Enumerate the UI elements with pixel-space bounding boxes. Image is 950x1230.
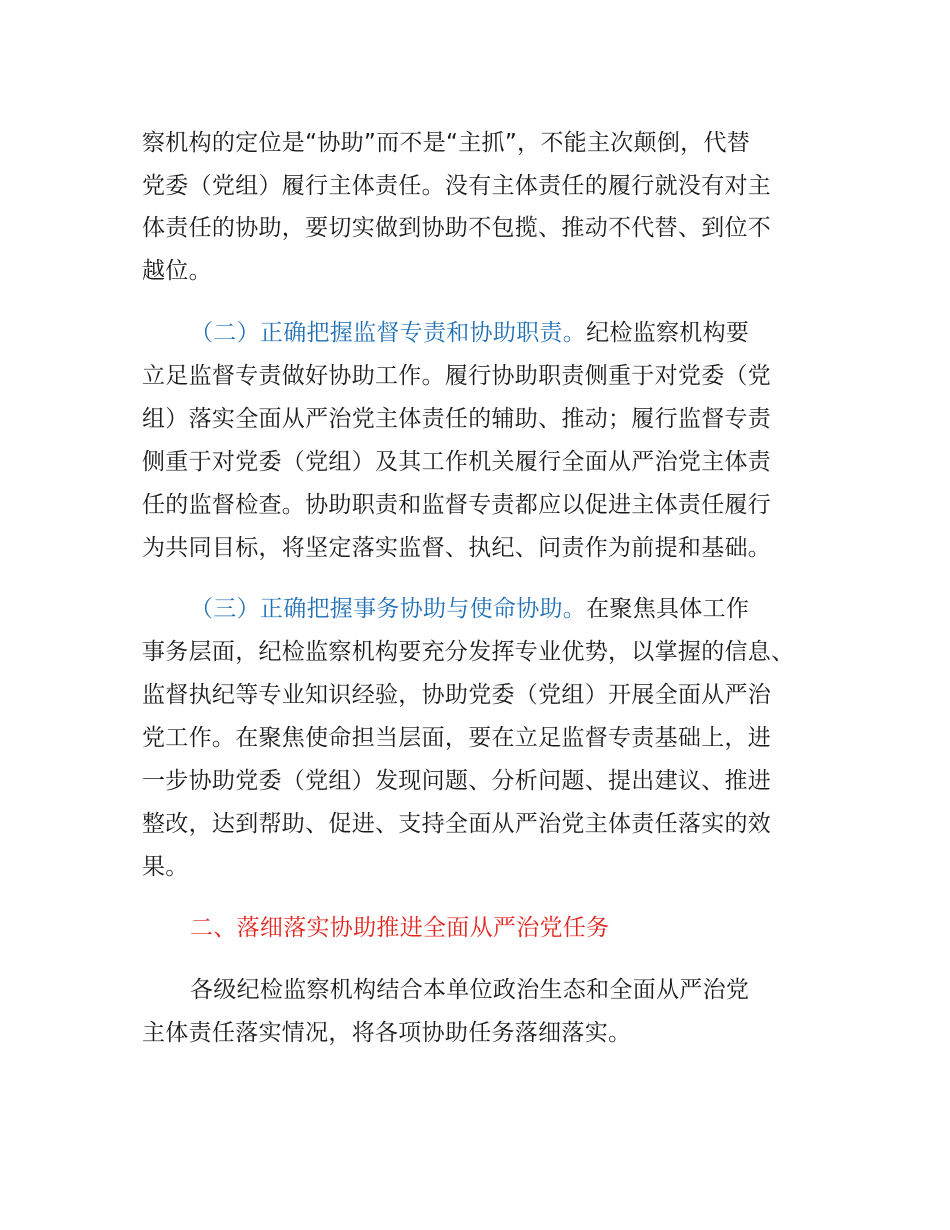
body-line bbox=[142, 680, 771, 710]
body-line bbox=[142, 490, 771, 520]
body-line bbox=[142, 766, 771, 796]
text-run: 党委（党组）履行主体责任。没有主体责任的履行就没有对主 bbox=[142, 173, 772, 199]
body-line bbox=[190, 594, 749, 624]
body-line bbox=[142, 361, 771, 391]
body-line bbox=[142, 213, 771, 243]
body-line bbox=[142, 256, 212, 286]
body-line bbox=[190, 318, 749, 348]
text-run: 侧重于对党委（党组）及其工作机关履行全面从严治党主体责 bbox=[142, 449, 772, 475]
text-run: 一步协助党委（党组）发现问题、分析问题、提出建议、推进 bbox=[142, 768, 772, 794]
chapter-heading: 二、落细落实协助推进全面从严治党任务 bbox=[190, 915, 610, 941]
body-line bbox=[142, 404, 771, 434]
body-line bbox=[142, 809, 771, 839]
text-run: 在聚焦具体工作 bbox=[586, 596, 750, 622]
text-run: 为共同目标，将坚定落实监督、执纪、问责作为前提和基础。 bbox=[142, 535, 772, 561]
text-run: 监督执纪等专业知识经验，协助党委（党组）开展全面从严治 bbox=[142, 682, 772, 708]
text-run: 察机构的定位是“协助”而不是“主抓”，不能主次颠倒，代替 bbox=[142, 130, 751, 156]
text-run: 主体责任落实情况，将各项协助任务落细落实。 bbox=[142, 1020, 632, 1046]
body-line bbox=[142, 723, 771, 753]
text-run: 立足监督专责做好协助工作。履行协助职责侧重于对党委（党 bbox=[142, 363, 772, 389]
text-run: 任的监督检查。协助职责和监督专责都应以促进主体责任履行 bbox=[142, 492, 772, 518]
section-heading: （三）正确把握事务协助与使命协助。 bbox=[190, 596, 587, 622]
text-run: 果。 bbox=[142, 854, 189, 880]
text-run: 越位。 bbox=[142, 258, 212, 284]
body-line bbox=[142, 171, 771, 201]
body-line bbox=[142, 1018, 631, 1048]
text-run: 事务层面，纪检监察机构要充分发挥专业优势，以掌握的信息、 bbox=[142, 639, 795, 665]
text-run: 纪检监察机构要 bbox=[586, 320, 750, 346]
text-run: 整改，达到帮助、促进、支持全面从严治党主体责任落实的效 bbox=[142, 811, 772, 837]
body-line bbox=[142, 852, 189, 882]
text-run: 体责任的协助，要切实做到协助不包揽、推动不代替、到位不 bbox=[142, 215, 772, 241]
chapter-heading-line bbox=[190, 913, 609, 943]
body-line bbox=[142, 128, 750, 158]
text-run: 组）落实全面从严治党主体责任的辅助、推动；履行监督专责 bbox=[142, 406, 772, 432]
section-heading: （二）正确把握监督专责和协助职责。 bbox=[190, 320, 587, 346]
body-line bbox=[142, 533, 771, 563]
body-line bbox=[142, 447, 771, 477]
body-line bbox=[190, 975, 749, 1005]
body-line bbox=[142, 637, 794, 667]
text-run: 党工作。在聚焦使命担当层面，要在立足监督专责基础上，进 bbox=[142, 725, 772, 751]
text-run: 各级纪检监察机构结合本单位政治生态和全面从严治党 bbox=[190, 977, 750, 1003]
